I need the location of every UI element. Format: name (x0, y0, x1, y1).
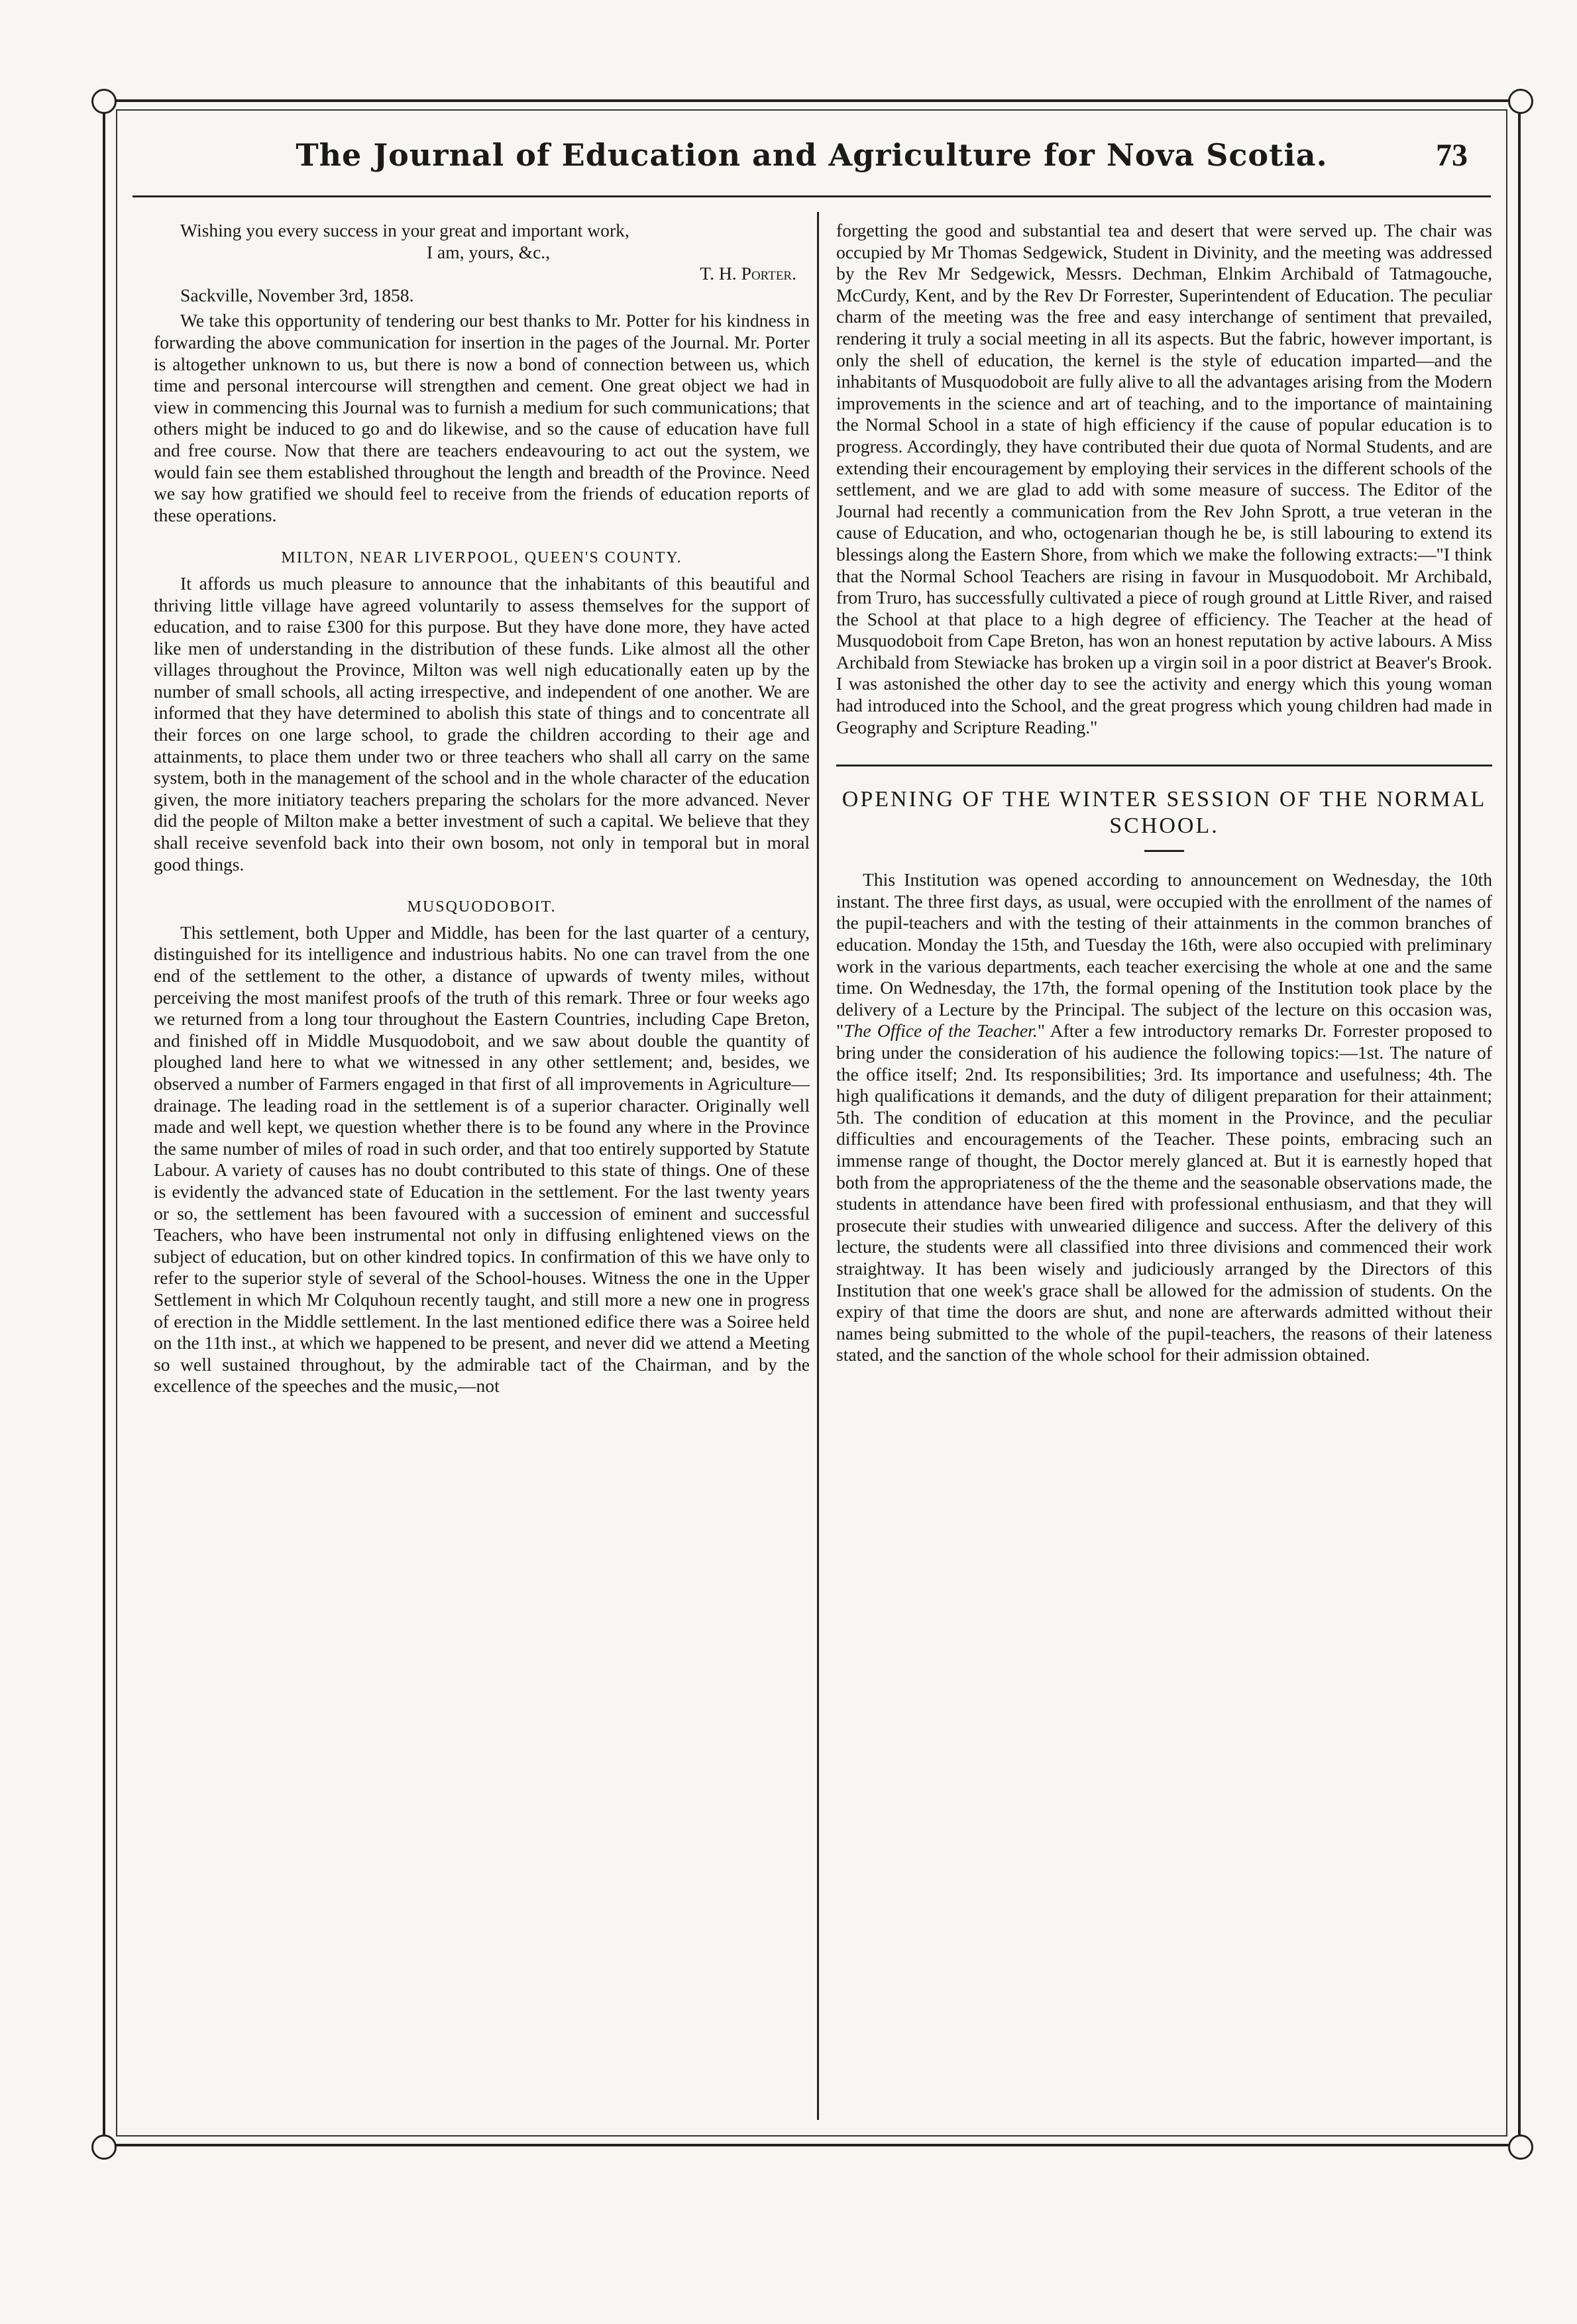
article-heading-normal-school: OPENING OF THE WINTER SESSION OF THE NORMAL SCHOOL. (836, 765, 1492, 839)
editorial-paragraph: We take this opportunity of tendering our best thanks to Mr. Potter for his kindness in forwarding the above communication for insertion in the pages of the Journal. Mr. Porter is altogether unknown to us, but there is now a bond of connection between us, which time and personal intercourse will strengthen and cement. One great object we had in view in commencing this Journal was to furnish a medium for such communications; that others might be induced to go and do likewise, and so the cause of education have full and free course. Now that there are teachers endeavouring to act out the system, we would fain see them established throughout the length and breadth of the Province. Need we say how gratified we should feel to receive from the friends of education reports of these operations. (154, 310, 810, 525)
journal-title: The Journal of Education and Agriculture for Nova Scotia. (296, 137, 1328, 173)
running-header (133, 123, 1491, 197)
corner-ornament (91, 89, 117, 114)
normal-school-paragraph (836, 869, 1492, 1366)
signoff: I am, yours, &c., (426, 241, 551, 262)
right-column (836, 220, 1492, 2115)
page-number: 73 (1436, 138, 1468, 173)
milton-paragraph: It affords us much pleasure to announce that the inhabitants of this beautiful and thriving little village have agreed voluntarily to assess themselves for the support of education, and to raise £300 for this purpose. But they have done more, they have acted like men of understanding in the distribution of these funds. Like almost all the other villages throughout the Province, Milton was well nigh educationally eaten up by the number of small schools, all acting irrespective, and independent of one another. We are informed that they have determined to abolish this state of things and to concentrate all their forces on one large school, to grade the children according to their age and attainments, to place them under two or three teachers who shall all carry on the same system, both in the management of the school and in the whole character of the education given, the more initiatory teachers preparing the scholars for the more advanced. Never did the people of Milton make a better investment of such a capital. We believe that they shall receive sevenfold back into their own bosom, not only in temporal but in moral good things. (154, 572, 810, 874)
lecture-title: The Office of the Teacher. (843, 1020, 1038, 1041)
normal-school-text-1: This Institution was opened according to announcement on Wednesday, the 10th instant. The three first days, as usual, were occupied with the enrollment of the names of the pupil-teachers and with the testing of their attainments in the common branches of education. Monday the 15th, and Tuesday the 16th, were also occupied with preliminary work in the various departments, each teacher exercising the whole at one and the same time. On Wednesday, the 17th, the formal opening of the Institution took place by the delivery of a Lecture by the Principal. The subject of the lecture on this occasion was, " (836, 869, 1492, 1041)
continued-paragraph: forgetting the good and substantial tea and desert that were served up. The chair was occupied by Mr Thomas Sedgewick, Student in Divinity, and the meeting was addressed by the Rev Mr Sedgewick, Messrs. Dechman, Elnkim Archibald of Tatmagouche, McCurdy, Kent, and by the Rev Dr Forrester, Superintendent of Education. The peculiar charm of the meeting was the free and easy interchange of sentiment that prevailed, rendering it truly a social meeting in all its aspects. But the fabric, however important, is only the shell of education, the kernel is the style of education imparted—and the inhabitants of Musquodoboit are fully alive to all the advantages arising from the Modern improvements in the science and art of teaching, and to the importance of maintaining the Normal School in a state of high efficiency if the cause of popular education is to progress. Accordingly, they have contributed their due quota of Normal Students, and are extending their encouragement by employing their services in the different schools of the settlement, and we are glad to add with some measure of success. The Editor of the Journal had recently a communication from the Rev John Sprott, a true veteran in the cause of Education, and who, octogenarian though he be, is still labouring to extend its blessings along the Eastern Shore, from which we make the following extracts:—"I think that the Normal School Teachers are rising in favour in Musquodoboit. Mr Archibald, from Truro, has successfully cultivated a piece of rough ground at Little River, and raised the School at that place to a high degree of efficiency. The Teacher at the head of Musquodoboit from Cape Breton, has won an honest reputation by active labours. A Miss Archibald from Stewiacke has broken up a virgin soil in a poor district at Beaver's Brook. I was astonished the other day to see the activity and energy which this young woman had introduced into the School, and the great progress which young children had made in Geography and Scripture Reading." (836, 220, 1492, 737)
column-divider (817, 212, 819, 2120)
normal-school-text-2: " After a few introductory remarks Dr. Forrester proposed to bring under the consideration of his audience the following topics:—1st. The nature of the office itself; 2nd. Its responsibilities; 3rd. Its importance and usefulness; 4th. The high qualifications it demands, and the duty of diligent preparation for their attainment; 5th. The condition of education at this moment in the Province, and the peculiar difficulties and encouragements of the Teacher. These points, embracing such an immense range of thought, the Doctor merely glanced at. But it is earnestly hoped that both from the appropriateness of the the theme and the seasonable observations made, the students in attendance have been fired with professional enthusiasm, and that they will prosecute their studies with unwearied diligence and success. After the delivery of this lecture, the students were all classified into three divisions and commenced their work straightway. It has been wisely and judiciously arranged by the Directors of this Institution that one week's grace shall be allowed for the admission of students. On the expiry of that time the doors are shut, and none are afterwards admitted without their names being submitted to the whole of the pupil-teachers, the reasons of their lateness stated, and the sanction of the whole school for their admission obtained. (836, 1020, 1492, 1365)
heading-rule (1144, 850, 1184, 852)
place-date: Sackville, November 3rd, 1858. (180, 284, 414, 305)
section-heading-milton: MILTON, NEAR LIVERPOOL, QUEEN'S COUNTY. (281, 549, 682, 567)
corner-ornament (1508, 89, 1533, 114)
corner-ornament (1508, 2135, 1533, 2160)
left-column (154, 220, 810, 2115)
corner-ornament (91, 2135, 117, 2160)
musquodoboit-paragraph: This settlement, both Upper and Middle, has been for the last quarter of a century, distinguished for its intelligence and industrious habits. No one can travel from the one end of the settlement to the other, a distance of upwards of twenty miles, without perceiving the most manifest proofs of the truth of this remark. Three or four weeks ago we returned from a long tour throughout the Eastern Countries, including Cape Breton, and finished off in Middle Musquodoboit, and we saw about double the quantity of ploughed land here to what we witnessed in any other settlement; and, besides, we observed a number of Farmers engaged in that first of all improvements in Agriculture—drainage. The leading road in the settlement is of a superior character. Originally well made and well kept, we question whether there is to be found any where in the Province the same number of miles of road in such order, and that too entirely supported by Statute Labour. A variety of causes has no doubt contributed to this state of things. One of these is evidently the advanced state of Education in the settlement. For the last twenty years or so, the settlement has been favoured with a succession of eminent and successful Teachers, who have been instrumental not only in diffusing enlightened views on the subject of education, but on other kindred topics. In confirmation of this we have only to refer to the superior style of several of the School-houses. Witness the one in the Upper Settlement in which Mr Colquhoun recently taught, and still more a new one in progress of erection in the Middle settlement. In the last mentioned edifice there was a Soiree held on the 11th inst., at which we happened to be present, and never did we attend a Meeting so well sustained throughout, by the admirable tact of the Chairman, and by the excellence of the speeches and the music,—not (154, 922, 810, 1397)
closing-paragraph: Wishing you every success in your great and important work, (180, 220, 629, 240)
section-heading-musquodoboit: MUSQUODOBOIT. (407, 898, 557, 916)
signature: T. H. Porter. (700, 263, 796, 284)
